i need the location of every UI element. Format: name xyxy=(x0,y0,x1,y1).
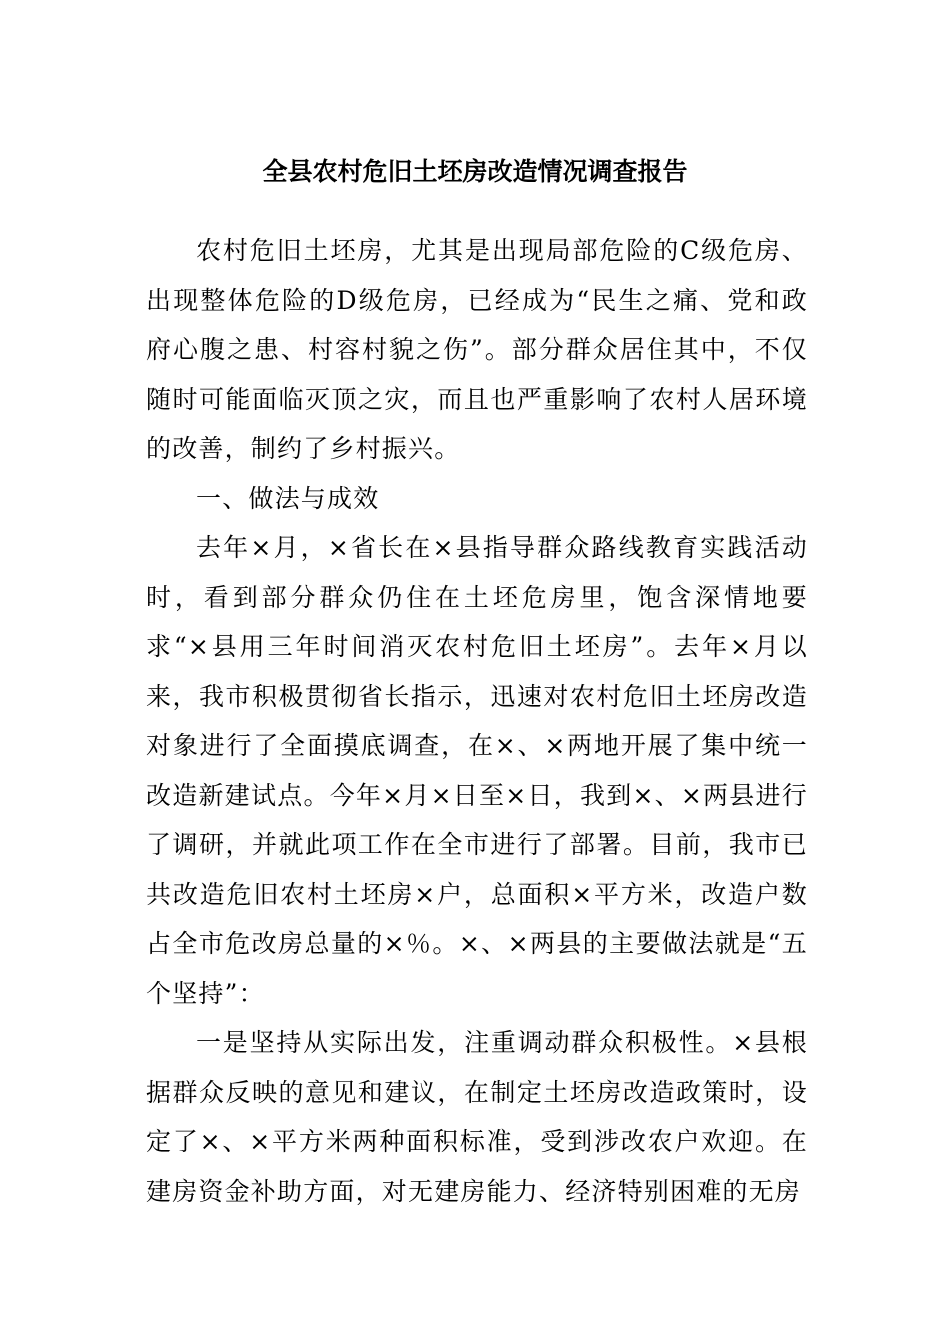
section-paragraph: 去年×月，×省长在×县指导群众路线教育实践活动时，看到部分群众仍住在土坯危房里，饱含深情地要求“×县用三年时间消灭农村危旧土坯房”。去年×月以来，我市积极贯彻省长指示，迅速对农村危旧土坯房改造对象进行了全面摸底调查，在×、×两地开展了集中统一改造新建试点。今年×月×日至×日，我到×、×两县进行了调研，并就此项工作在全市进行了部署。目前，我市已共改造危旧农村土坯房×户，总面积×平方米，改造户数占全市危改房总量的×％。×、×两县的主要做法就是“五个坚持”： xyxy=(146,533,808,1008)
point-lead: 一是坚持从实际出发，注重调动群众积极性。 xyxy=(196,1028,733,1057)
intro-paragraph: 农村危旧土坯房，尤其是出现局部危险的C级危房、出现整体危险的D级危房，已经成为“民生之痛、党和政府心腹之患、村容村貌之伤”。部分群众居住其中，不仅随时可能面临灭顶之灾，而且也严重影响了农村人居环境的改善，制约了乡村振兴。 xyxy=(146,236,808,463)
document-title: 全县农村危旧土坯房改造情况调查报告 xyxy=(262,157,688,186)
point-paragraph xyxy=(146,1018,808,1216)
document-body xyxy=(146,226,808,1216)
section-heading: 一、做法与成效 xyxy=(196,483,380,513)
point-text: ×县根据群众反映的意见和建议，在制定土坯房改造政策时，设定了×、×平方米两种面积标准，受到涉改农户欢迎。在建房资金补助方面，对无建房能力、经济特别困难的无房 xyxy=(146,1028,808,1206)
